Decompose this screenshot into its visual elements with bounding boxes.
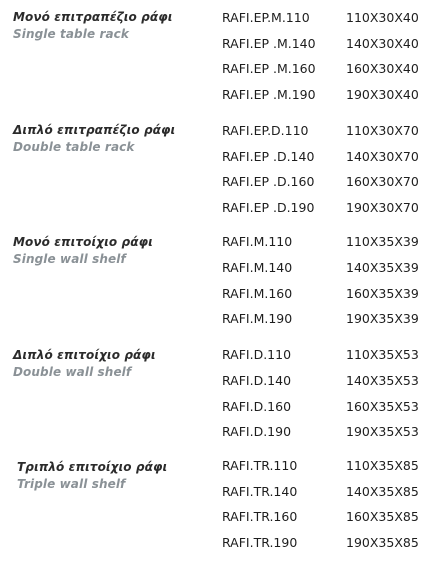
- product-code: RAFI.EP .M.190: [222, 87, 316, 102]
- product-dimensions: 160X35X39: [346, 286, 419, 301]
- group-title-greek: Διπλό επιτραπέζιο ράφι: [13, 123, 176, 137]
- product-code: RAFI.TR.110: [222, 458, 298, 473]
- product-code: RAFI.TR.140: [222, 484, 298, 499]
- product-code: RAFI.EP .D.190: [222, 200, 315, 215]
- product-dimensions: 190X35X53: [346, 424, 419, 439]
- product-row: [0, 424, 443, 448]
- product-row: [0, 399, 443, 423]
- product-code: RAFI.EP .D.160: [222, 174, 315, 189]
- product-dimensions: 110X30X40: [346, 10, 419, 25]
- product-dimensions: 160X30X40: [346, 61, 419, 76]
- product-row: [0, 260, 443, 284]
- product-row: [0, 535, 443, 559]
- group-title-english: Double wall shelf: [13, 365, 132, 379]
- product-row: [0, 509, 443, 533]
- product-code: RAFI.M.160: [222, 286, 293, 301]
- product-code: RAFI.D.160: [222, 399, 292, 414]
- product-row: [0, 61, 443, 85]
- product-code: RAFI.EP.D.110: [222, 123, 309, 138]
- product-dimensions: 190X35X85: [346, 535, 419, 550]
- product-dimensions: 140X35X39: [346, 260, 419, 275]
- product-code: RAFI.TR.190: [222, 535, 298, 550]
- group-title-english: Triple wall shelf: [17, 477, 126, 491]
- product-row: [0, 311, 443, 335]
- product-row: [0, 373, 443, 397]
- product-row: [0, 200, 443, 224]
- product-dimensions: 190X35X39: [346, 311, 419, 326]
- product-row: [0, 174, 443, 198]
- product-row: [0, 484, 443, 508]
- product-code: RAFI.EP .D.140: [222, 149, 315, 164]
- product-row: [0, 87, 443, 111]
- group-title-greek: Τριπλό επιτοίχιο ράφι: [17, 460, 168, 474]
- product-row: [0, 234, 443, 258]
- product-row: [0, 286, 443, 310]
- product-code: RAFI.M.140: [222, 260, 293, 275]
- group-title-english: Single wall shelf: [13, 252, 126, 266]
- product-dimensions: 160X35X85: [346, 509, 419, 524]
- group-title-english: Double table rack: [13, 140, 135, 154]
- product-row: [0, 458, 443, 482]
- product-dimensions: 190X30X70: [346, 200, 419, 215]
- product-code: RAFI.D.190: [222, 424, 292, 439]
- group-title-greek: Μονό επιτοίχιο ράφι: [13, 235, 153, 249]
- product-dimensions: 140X30X70: [346, 149, 419, 164]
- group-title-greek: Διπλό επιτοίχιο ράφι: [13, 348, 156, 362]
- product-dimensions: 110X35X85: [346, 458, 419, 473]
- product-dimensions: 110X35X53: [346, 347, 419, 362]
- product-row: [0, 347, 443, 371]
- product-dimensions: 160X30X70: [346, 174, 419, 189]
- product-row: [0, 149, 443, 173]
- product-dimensions: 140X35X53: [346, 373, 419, 388]
- product-dimensions: 140X30X40: [346, 36, 419, 51]
- group-title-english: Single table rack: [13, 27, 129, 41]
- product-dimensions: 110X30X70: [346, 123, 419, 138]
- product-row: [0, 36, 443, 60]
- product-dimensions: 160X35X53: [346, 399, 419, 414]
- product-code: RAFI.EP .M.160: [222, 61, 316, 76]
- product-code: RAFI.M.190: [222, 311, 293, 326]
- product-code: RAFI.M.110: [222, 234, 293, 249]
- product-dimensions: 140X35X85: [346, 484, 419, 499]
- product-row: [0, 10, 443, 34]
- product-code: RAFI.EP.M.110: [222, 10, 310, 25]
- product-code: RAFI.D.140: [222, 373, 292, 388]
- product-dimensions: 190X30X40: [346, 87, 419, 102]
- product-dimensions: 110X35X39: [346, 234, 419, 249]
- product-row: [0, 123, 443, 147]
- product-code: RAFI.EP .M.140: [222, 36, 316, 51]
- group-title-greek: Μονό επιτραπέζιο ράφι: [13, 10, 173, 24]
- product-code: RAFI.TR.160: [222, 509, 298, 524]
- product-code: RAFI.D.110: [222, 347, 292, 362]
